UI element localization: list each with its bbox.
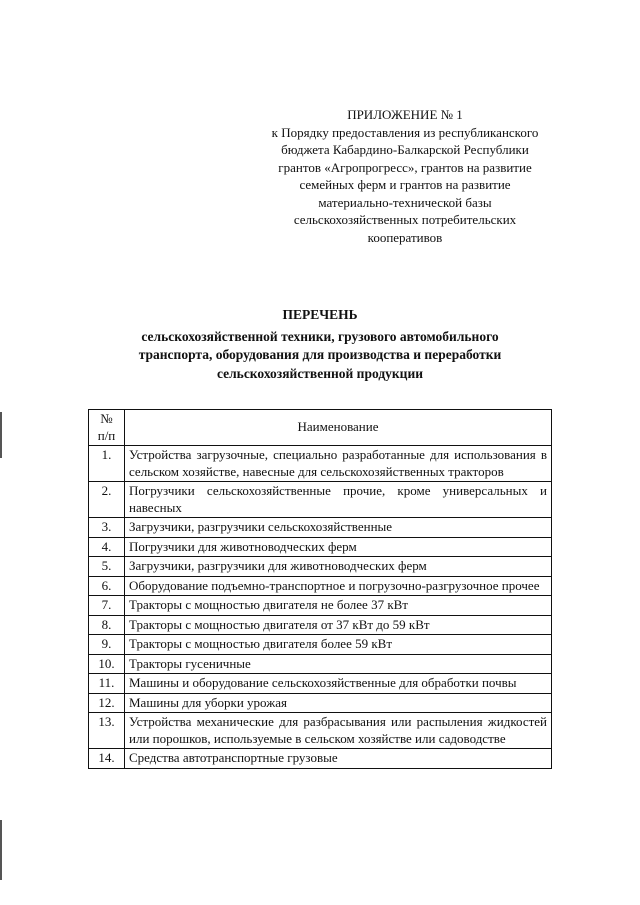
row-name: Машины и оборудование сельскохозяйственные для обработки почвы — [125, 674, 552, 694]
scan-edge-mark-lower — [0, 820, 2, 880]
table-header-row — [89, 410, 552, 446]
appendix-line: сельскохозяйственных потребительских — [293, 212, 517, 227]
scan-edge-mark-upper — [0, 412, 2, 458]
title-subtitle-line: сельскохозяйственной продукции — [216, 365, 424, 381]
row-name: Загрузчики, разгрузчики сельскохозяйственные — [125, 518, 552, 538]
appendix-line: семейных ферм и грантов на развитие — [299, 177, 511, 192]
appendix-line: бюджета Кабардино-Балкарской Республики — [281, 142, 529, 157]
equipment-table — [88, 409, 552, 769]
row-name: Оборудование подъемно-транспортное и погрузочно-разгрузочное прочее — [125, 576, 552, 596]
row-number: 14. — [89, 749, 125, 769]
document-title — [80, 306, 560, 383]
row-name: Тракторы с мощностью двигателя от 37 кВт до 59 кВт — [125, 615, 552, 635]
row-name: Устройства механические для разбрасывания или распыления жидкостей или порошков, используемые в сельском хозяйстве или садоводстве — [125, 713, 552, 749]
header-number-line: № — [100, 411, 113, 426]
row-number: 3. — [89, 518, 125, 538]
appendix-line: ПРИЛОЖЕНИЕ № 1 — [347, 107, 463, 122]
header-name-cell: Наименование — [125, 410, 552, 446]
row-number: 7. — [89, 596, 125, 616]
table-row — [89, 482, 552, 518]
row-number: 13. — [89, 713, 125, 749]
row-number: 11. — [89, 674, 125, 694]
table-row — [89, 713, 552, 749]
row-number: 5. — [89, 557, 125, 577]
row-number: 6. — [89, 576, 125, 596]
row-number: 8. — [89, 615, 125, 635]
appendix-line: грантов «Агропрогресс», грантов на развитие — [278, 159, 532, 175]
header-number-line: п/п — [97, 427, 116, 443]
table-body — [89, 446, 552, 769]
table-row — [89, 635, 552, 655]
table-row — [89, 674, 552, 694]
row-name: Средства автотранспортные грузовые — [125, 749, 552, 769]
table-row — [89, 654, 552, 674]
table-row — [89, 537, 552, 557]
title-subtitle-line: транспорта, оборудования для производства и переработки — [138, 347, 502, 362]
row-name: Тракторы с мощностью двигателя не более 37 кВт — [125, 596, 552, 616]
table-row — [89, 693, 552, 713]
table-row — [89, 615, 552, 635]
title-heading: ПЕРЕЧЕНЬ — [282, 307, 358, 322]
appendix-line: материально-технической базы — [318, 194, 492, 210]
table-row — [89, 576, 552, 596]
row-name: Загрузчики, разгрузчики для животноводческих ферм — [125, 557, 552, 577]
row-number: 9. — [89, 635, 125, 655]
appendix-line: кооперативов — [367, 229, 443, 245]
row-name: Погрузчики сельскохозяйственные прочие, кроме универсальных и навесных — [125, 482, 552, 518]
table-row — [89, 749, 552, 769]
table-row — [89, 518, 552, 538]
row-number: 4. — [89, 537, 125, 557]
row-number: 2. — [89, 482, 125, 518]
row-name: Устройства загрузочные, специально разработанные для использования в сельском хозяйстве, навесные для сельскохозяйственных тракторов — [125, 446, 552, 482]
table-row — [89, 557, 552, 577]
row-name: Машины для уборки урожая — [125, 693, 552, 713]
row-number: 1. — [89, 446, 125, 482]
appendix-header — [240, 106, 570, 246]
row-name: Тракторы гусеничные — [125, 654, 552, 674]
title-subtitle-line: сельскохозяйственной техники, грузового автомобильного — [141, 328, 499, 344]
appendix-line: к Порядку предоставления из республиканского — [271, 124, 539, 140]
header-number-cell — [89, 410, 125, 446]
row-number: 10. — [89, 654, 125, 674]
table-row — [89, 596, 552, 616]
row-number: 12. — [89, 693, 125, 713]
row-name: Погрузчики для животноводческих ферм — [125, 537, 552, 557]
table-row — [89, 446, 552, 482]
row-name: Тракторы с мощностью двигателя более 59 кВт — [125, 635, 552, 655]
